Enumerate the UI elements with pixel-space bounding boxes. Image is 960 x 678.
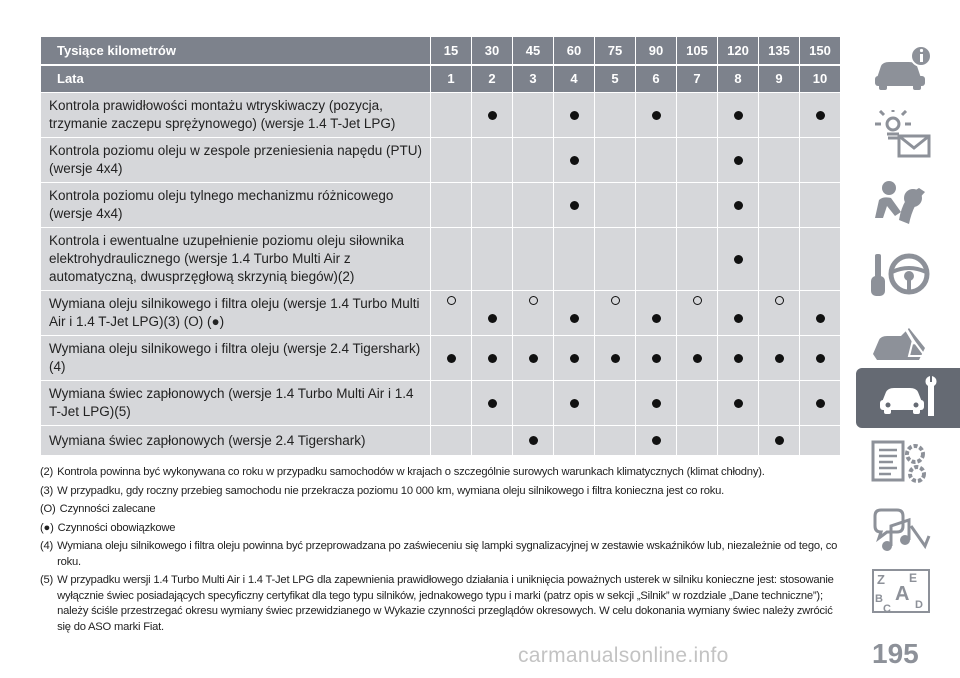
interval-cell (677, 183, 718, 228)
header-km-cell: 135 (759, 37, 800, 65)
mandatory-dot-icon (816, 111, 825, 120)
interval-cell (595, 93, 636, 138)
interval-cell (636, 183, 677, 228)
interval-cell (431, 183, 472, 228)
footnote-text: Kontrola powinna być wykonywana co roku w przypadku samochodów w krajach o szczególnie surowych warunkach klimatycznych (klimat chłodny). (57, 466, 765, 478)
interval-cell (759, 291, 800, 336)
interval-cell (800, 381, 841, 426)
header-year-cell: 1 (431, 65, 472, 93)
interval-cell (431, 291, 472, 336)
header-year-cell: 2 (472, 65, 513, 93)
recommended-ring-icon (529, 296, 538, 305)
mandatory-dot-icon (734, 314, 743, 323)
schedule-row (41, 93, 841, 138)
schedule-row (41, 336, 841, 381)
interval-cell (636, 381, 677, 426)
footnote-tag: (5) (40, 574, 54, 586)
interval-cell (513, 228, 554, 291)
mandatory-dot-icon (734, 399, 743, 408)
svg-text:D: D (915, 598, 923, 611)
interval-cell (759, 228, 800, 291)
maintenance-schedule-table (40, 36, 841, 456)
header-year-cell: 9 (759, 65, 800, 93)
interval-cell (677, 336, 718, 381)
svg-text:E: E (909, 570, 918, 585)
footnote-tag: (2) (40, 466, 54, 478)
header-km-cell: 45 (513, 37, 554, 65)
interval-cell (759, 426, 800, 456)
interval-cell (595, 336, 636, 381)
sidebar-chapter-emergency[interactable] (856, 312, 946, 372)
header-year-cell: 7 (677, 65, 718, 93)
header-year-cell: 5 (595, 65, 636, 93)
interval-cell (718, 426, 759, 456)
sidebar-chapter-key-steering-wheel[interactable] (856, 248, 946, 308)
interval-cell (636, 138, 677, 183)
header-year-cell: 4 (554, 65, 595, 93)
interval-cell (677, 426, 718, 456)
interval-cell (472, 336, 513, 381)
mandatory-dot-icon (775, 354, 784, 363)
operation-label: Kontrola i ewentualne uzupełnienie poziomu oleju siłownika elektrohydraulicznego (wersje 1.4 Turbo Multi Air z automatyczną, dwusprzęgłową skrzynią biegów)(2) (41, 228, 431, 291)
header-km-cell: 90 (636, 37, 677, 65)
operation-label: Wymiana oleju silnikowego i filtra oleju (wersje 2.4 Tigershark)(4) (41, 336, 431, 381)
interval-cell (513, 381, 554, 426)
operation-label: Kontrola prawidłowości montażu wtryskiwaczy (pozycja, trzymanie zaczepu sprężynowego) (wersje 1.4 T-Jet LPG) (41, 93, 431, 138)
schedule-row (41, 381, 841, 426)
recommended-ring-icon (611, 296, 620, 305)
interval-cell (431, 336, 472, 381)
header-row-years (41, 65, 841, 93)
footnotes (40, 465, 845, 638)
interval-cell (595, 381, 636, 426)
sidebar-chapter-car-info[interactable] (856, 40, 946, 100)
mandatory-dot-icon (488, 111, 497, 120)
svg-text:B: B (875, 592, 883, 605)
interval-cell (800, 291, 841, 336)
operation-label: Wymiana świec zapłonowych (wersje 1.4 Turbo Multi Air i 1.4 T-Jet LPG)(5) (41, 381, 431, 426)
schedule-row (41, 426, 841, 456)
mandatory-dot-icon (570, 156, 579, 165)
interval-cell (718, 183, 759, 228)
footnote-tag: (3) (40, 484, 54, 497)
footnote (40, 465, 845, 481)
mandatory-dot-icon (816, 314, 825, 323)
interval-cell (677, 228, 718, 291)
interval-cell (800, 183, 841, 228)
interval-cell (718, 138, 759, 183)
mandatory-dot-icon (488, 354, 497, 363)
header-km-cell: 150 (800, 37, 841, 65)
interval-cell (554, 291, 595, 336)
operation-label: Kontrola poziomu oleju w zespole przeniesienia napędu (PTU) (wersje 4x4) (41, 138, 431, 183)
interval-cell (472, 183, 513, 228)
interval-cell (513, 183, 554, 228)
interval-cell (513, 93, 554, 138)
interval-cell (513, 138, 554, 183)
footnote-text: Wymiana oleju silnikowego i filtra oleju powinna być przeprowadzana po zaświeceniu się lampki sygnalizacyjnej w zestawie wskaźników lub, niezależnie od tego, co roku. (57, 540, 838, 568)
mandatory-dot-icon (488, 314, 497, 323)
footnote-text: W przypadku wersji 1.4 Turbo Multi Air i 1.4 T-Jet LPG dla zapewnienia prawidłowego działania i uniknięcia poważnych usterek w silniku konieczne jest: stosowanie wyłącznie świec posiadających specyficzny certyfikat dla tego typu silników, jednakowego typu i marki (patrz opis w sekcji „Silnik” w rozdziale „Dane techniczne”); należy ściśle przestrzegać okresu wymiany świec przewidzianego w Wykazie czynności przeglądów okresowych. W celu dokonania wymiany świec należy zwrócić się do ASO marki Fiat. (57, 574, 834, 633)
interval-cell (554, 381, 595, 426)
interval-cell (636, 228, 677, 291)
interval-cell (554, 183, 595, 228)
mandatory-dot-icon (734, 201, 743, 210)
page-number: 195 (872, 638, 919, 669)
footnote-tag: (●) (40, 521, 54, 534)
interval-cell (759, 336, 800, 381)
header-km-cell: 30 (472, 37, 513, 65)
mandatory-dot-icon (734, 255, 743, 264)
interval-cell (513, 426, 554, 456)
interval-cell (759, 138, 800, 183)
mandatory-dot-icon (570, 314, 579, 323)
mandatory-dot-icon (816, 399, 825, 408)
watermark: carmanualsonline.info (518, 644, 729, 667)
schedule-row (41, 228, 841, 291)
header-km-label: Tysiące kilometrów (41, 37, 431, 65)
recommended-ring-icon (775, 296, 784, 305)
sidebar-chapter-warning-lights[interactable] (856, 108, 946, 168)
header-year-cell: 10 (800, 65, 841, 93)
mandatory-dot-icon (775, 436, 784, 445)
interval-cell (431, 138, 472, 183)
interval-cell (718, 381, 759, 426)
header-km-cell: 60 (554, 37, 595, 65)
svg-text:Z: Z (877, 571, 885, 587)
mandatory-dot-icon (734, 156, 743, 165)
interval-cell (431, 93, 472, 138)
header-km-cell: 75 (595, 37, 636, 65)
emergency-icon (869, 314, 933, 371)
mandatory-dot-icon (816, 354, 825, 363)
header-row-km (41, 37, 841, 65)
mandatory-dot-icon (652, 354, 661, 363)
alphabetical-index-icon (869, 566, 933, 623)
mandatory-dot-icon (611, 354, 620, 363)
sidebar-chapter-technical-data[interactable] (856, 434, 946, 494)
interval-cell (595, 291, 636, 336)
mandatory-dot-icon (488, 399, 497, 408)
interval-cell (759, 93, 800, 138)
recommended-ring-icon (447, 296, 456, 305)
footnote (40, 502, 845, 518)
mandatory-dot-icon (570, 111, 579, 120)
multimedia-icon (869, 506, 933, 563)
mandatory-dot-icon (570, 399, 579, 408)
sidebar-chapter-multimedia[interactable] (856, 504, 946, 564)
interval-cell (677, 291, 718, 336)
interval-cell (431, 381, 472, 426)
interval-cell (472, 138, 513, 183)
footnote (40, 573, 845, 635)
interval-cell (636, 336, 677, 381)
interval-cell (759, 183, 800, 228)
interval-cell (636, 426, 677, 456)
interval-cell (554, 426, 595, 456)
operation-label: Wymiana oleju silnikowego i filtra oleju (wersje 1.4 Turbo Multi Air i 1.4 T-Jet LPG)(3) (O) (●) (41, 291, 431, 336)
mandatory-dot-icon (734, 354, 743, 363)
interval-cell (513, 291, 554, 336)
interval-cell (800, 138, 841, 183)
airbag-safety-icon (869, 178, 933, 235)
interval-cell (800, 336, 841, 381)
interval-cell (554, 228, 595, 291)
mandatory-dot-icon (447, 354, 456, 363)
car-maintenance-icon (876, 370, 940, 427)
warning-lights-icon (869, 110, 933, 167)
car-info-icon (869, 42, 933, 99)
header-km-cell: 120 (718, 37, 759, 65)
footnote (40, 539, 845, 570)
interval-cell (472, 426, 513, 456)
interval-cell (472, 381, 513, 426)
interval-cell (677, 138, 718, 183)
interval-cell (800, 228, 841, 291)
header-km-cell: 15 (431, 37, 472, 65)
header-years-label: Lata (41, 65, 431, 93)
operation-label: Kontrola poziomu oleju tylnego mechanizmu różnicowego (wersje 4x4) (41, 183, 431, 228)
interval-cell (759, 381, 800, 426)
sidebar-chapter-car-maintenance[interactable] (856, 368, 960, 428)
footnote-tag: (4) (40, 540, 54, 552)
interval-cell (677, 381, 718, 426)
mandatory-dot-icon (529, 354, 538, 363)
interval-cell (472, 291, 513, 336)
interval-cell (595, 426, 636, 456)
interval-cell (554, 336, 595, 381)
svg-text:C: C (883, 602, 891, 615)
technical-data-icon (869, 436, 933, 493)
interval-cell (431, 426, 472, 456)
footnote (40, 484, 845, 500)
schedule-row (41, 291, 841, 336)
interval-cell (800, 93, 841, 138)
mandatory-dot-icon (693, 354, 702, 363)
schedule-body (41, 93, 841, 456)
recommended-ring-icon (693, 296, 702, 305)
header-year-cell: 6 (636, 65, 677, 93)
mandatory-dot-icon (529, 436, 538, 445)
footnote-text: Czynności obowiązkowe (57, 521, 176, 534)
mandatory-dot-icon (652, 111, 661, 120)
interval-cell (677, 93, 718, 138)
schedule-row (41, 138, 841, 183)
interval-cell (554, 93, 595, 138)
interval-cell (431, 228, 472, 291)
footnote-text: Czynności zalecane (59, 503, 156, 515)
svg-text:A: A (895, 582, 910, 605)
header-year-cell: 8 (718, 65, 759, 93)
schedule-row (41, 183, 841, 228)
mandatory-dot-icon (652, 399, 661, 408)
interval-cell (718, 291, 759, 336)
header-year-cell: 3 (513, 65, 554, 93)
interval-cell (718, 336, 759, 381)
mandatory-dot-icon (652, 314, 661, 323)
interval-cell (636, 93, 677, 138)
interval-cell (472, 228, 513, 291)
interval-cell (554, 138, 595, 183)
footnote (40, 521, 845, 537)
header-km-cell: 105 (677, 37, 718, 65)
footnote-tag: (O) (40, 503, 56, 515)
mandatory-dot-icon (570, 201, 579, 210)
interval-cell (595, 138, 636, 183)
sidebar-chapter-alphabetical-index[interactable] (856, 564, 946, 624)
mandatory-dot-icon (570, 354, 579, 363)
key-steering-wheel-icon (869, 250, 933, 307)
interval-cell (595, 183, 636, 228)
mandatory-dot-icon (652, 436, 661, 445)
interval-cell (718, 93, 759, 138)
interval-cell (595, 228, 636, 291)
interval-cell (472, 93, 513, 138)
interval-cell (636, 291, 677, 336)
interval-cell (800, 426, 841, 456)
sidebar-chapter-airbag-safety[interactable] (856, 176, 946, 236)
interval-cell (718, 228, 759, 291)
mandatory-dot-icon (734, 111, 743, 120)
footnote-text: W przypadku, gdy roczny przebieg samochodu nie przekracza poziomu 10 000 km, wymiana oleju silnikowego i filtra konieczna jest co roku. (57, 484, 725, 497)
operation-label: Wymiana świec zapłonowych (wersje 2.4 Tigershark) (41, 426, 431, 456)
interval-cell (513, 336, 554, 381)
